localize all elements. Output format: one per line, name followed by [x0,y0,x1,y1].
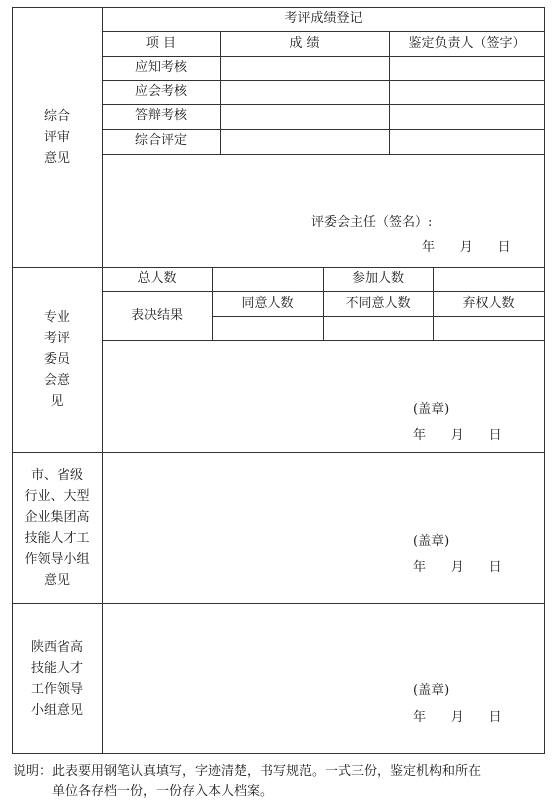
committee-seal: (盖章) [413,402,450,417]
score-register-title: 考评成绩登记 [284,11,363,26]
province-group-side-label [12,637,102,721]
row-skill-exam: 应会考核 [134,84,187,99]
province-group-date: 年 月 日 [413,710,502,725]
side-label-line: 技能人才工 [24,531,90,546]
col-responsible-header: 鉴定负责人（签字） [408,36,526,51]
province-group-seal: (盖章) [413,683,450,698]
side-label-line: 评审 [43,130,70,145]
city-group-date: 年 月 日 [413,560,502,575]
side-label-line: 意见 [43,573,70,588]
participants-label: 参加人数 [351,271,404,286]
instructions-note [13,762,481,802]
total-count-label: 总人数 [137,271,177,286]
comprehensive-side-label [12,106,102,169]
agree-count-label: 同意人数 [241,296,294,311]
side-label-line: 市、省级 [30,468,83,483]
side-label-line: 意见 [43,151,70,166]
vote-result-label: 表决结果 [130,308,183,323]
abstain-count-label: 弃权人数 [462,296,515,311]
city-group-side-label [12,465,102,591]
col-score-header: 成 绩 [289,36,320,51]
side-label-line: 作领导小组 [24,552,90,567]
instructions-line-2: 单位各存档一份，一份存入本人档案。 [52,784,274,799]
side-label-line: 陕西省高 [30,640,83,655]
committee-date: 年 月 日 [413,428,502,443]
side-label-line: 行业、大型 [24,489,90,504]
side-label-line: 考评 [43,331,70,346]
side-label-line: 会意 [43,373,70,388]
row-knowledge-exam: 应知考核 [134,60,187,75]
instructions-line-1: 说明：此表要用钢笔认真填写，字迹清楚，书写规范。一式三份，鉴定机构和所在 [13,764,482,779]
col-item-header: 项 目 [145,36,177,51]
comprehensive-date: 年 月 日 [422,240,511,255]
side-label-line: 小组意见 [30,703,83,718]
side-label-line: 综合 [43,109,70,124]
side-label-line: 委员 [43,352,70,367]
row-defense-exam: 答辩考核 [134,108,187,123]
side-label-line: 见 [50,394,64,409]
side-label-line: 专业 [43,310,70,325]
committee-side-label [12,307,102,412]
city-group-seal: (盖章) [413,534,450,549]
chair-signature-label: 评委会主任（签名）: [311,215,433,230]
row-overall-rating: 综合评定 [134,133,187,148]
side-label-line: 技能人才 [30,661,83,676]
side-label-line: 企业集团高 [24,510,90,525]
side-label-line: 工作领导 [30,682,83,697]
disagree-count-label: 不同意人数 [345,296,411,311]
